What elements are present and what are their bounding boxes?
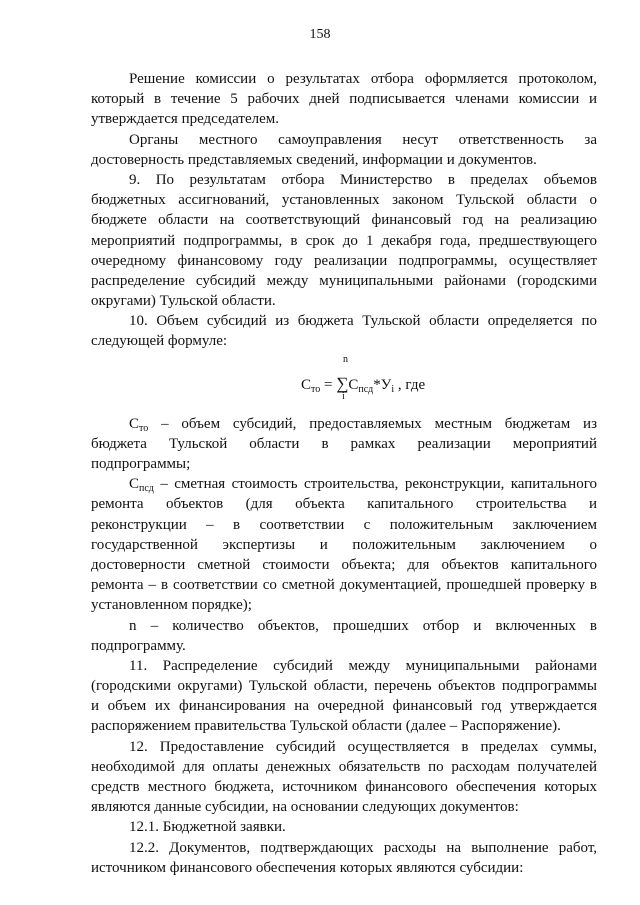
text-line: 11. Распределение субсидий между муниципальными районами	[129, 657, 597, 674]
formula-upper-limit: n	[343, 353, 348, 365]
text-line: реконструкции – в соответствии с положительным заключением	[91, 516, 597, 533]
paragraph-12-provision	[91, 737, 597, 818]
text-line: округами) Тульской области.	[91, 293, 276, 310]
text-line: бюджете области на соответствующий финансовый год на реализацию	[91, 212, 597, 229]
text-line: достоверность представляемых сведений, информации и документов.	[91, 151, 537, 168]
text-line: мероприятий подпрограммы, в срок до 1 декабря года, предшествующего	[91, 232, 597, 249]
text-line: очередному финансовому году реализации подпрограммы, осуществляет	[91, 252, 597, 269]
text-line: государственной экспертизы и положительным заключением о	[91, 536, 597, 553]
paragraph-12-2-documents	[91, 838, 597, 878]
text-line: Решение комиссии о результатах отбора оформляется протоколом,	[129, 71, 597, 87]
document-body	[91, 69, 597, 878]
text-line: следующей формуле:	[91, 333, 228, 350]
text-line: 12. Предоставление субсидий осуществляется в пределах суммы,	[129, 738, 597, 755]
paragraph-10-formula-intro	[91, 311, 597, 351]
text-line: источником финансового обеспечения которых являются субсидии:	[91, 859, 524, 876]
text-line: который в течение 5 рабочих дней подписывается членами комиссии и	[91, 91, 597, 108]
text-line: 10. Объем субсидий из бюджета Тульской области определяется по	[129, 313, 597, 330]
definition-c-psd	[91, 474, 597, 615]
text-line: достоверности сметной стоимости объекта; для объектов капитального	[91, 556, 597, 573]
text-line: необходимой для оплаты денежных обязательств по расходам получателей	[91, 758, 597, 775]
text-line: ремонта объектов (для объекта капитального строительства и	[91, 496, 597, 513]
text-line: (городскими округами) Тульской области, перечень объектов подпрограммы	[91, 678, 597, 695]
paragraph-11-approval	[91, 656, 597, 737]
text-line: являются данные субсидии, на основании следующих документов:	[91, 799, 519, 816]
text-line: установленном порядке);	[91, 597, 252, 614]
text-line: $С_{то}$ – объем субсидий, предоставляемых местным бюджетам из	[129, 415, 597, 434]
sigma-symbol: ∑	[336, 373, 349, 393]
text-line: Органы местного самоуправления несут ответственность за	[129, 131, 597, 148]
text-line: подпрограммы;	[91, 456, 191, 472]
text-line: распоряжением правительства Тульской области (далее – Распоряжение).	[91, 718, 561, 735]
text-line: n – количество объектов, прошедших отбор и включенных в	[129, 617, 597, 634]
paragraph-commission-decision	[91, 69, 597, 130]
formula-expression: $С_{то} = \sum С_{псд}*У_i$ , где	[301, 373, 426, 395]
formula-lower-limit: i	[342, 390, 345, 402]
text-line: распределение субсидий между муниципальными районами (городскими	[91, 272, 597, 289]
text-line: 12.2. Документов, подтверждающих расходы на выполнение работ,	[129, 839, 597, 856]
page-number: 158	[309, 27, 331, 42]
text-line: бюджетных ассигнований, установленных законом Тульской области о	[91, 192, 597, 209]
text-line: бюджета Тульской области в рамках реализации мероприятий	[91, 435, 597, 452]
text-line: и объем их финансирования на очередной финансовый год утверждается	[91, 698, 597, 715]
paragraph-responsibility	[91, 130, 597, 170]
text-line: 12.1. Бюджетной заявки.	[129, 819, 286, 836]
text-line: утверждается председателем.	[91, 111, 279, 128]
definition-n	[91, 616, 597, 656]
definition-c-to	[91, 414, 597, 475]
paragraph-9-distribution	[91, 170, 597, 311]
text-line: подпрограмму.	[91, 637, 186, 654]
text-line: 9. По результатам отбора Министерство в пределах объемов	[129, 171, 597, 188]
subsidy-formula	[91, 352, 597, 414]
paragraph-12-1-budget-request	[91, 817, 597, 837]
text-line: ремонта – в соответствии со сметной документацией, прошедшей проверку в	[91, 577, 597, 594]
text-line: средств местного бюджета, источником финансового обеспечения которых	[91, 779, 597, 795]
text-line: $С_{псд}$ – сметная стоимость строительства, реконструкции, капитального	[129, 476, 597, 495]
